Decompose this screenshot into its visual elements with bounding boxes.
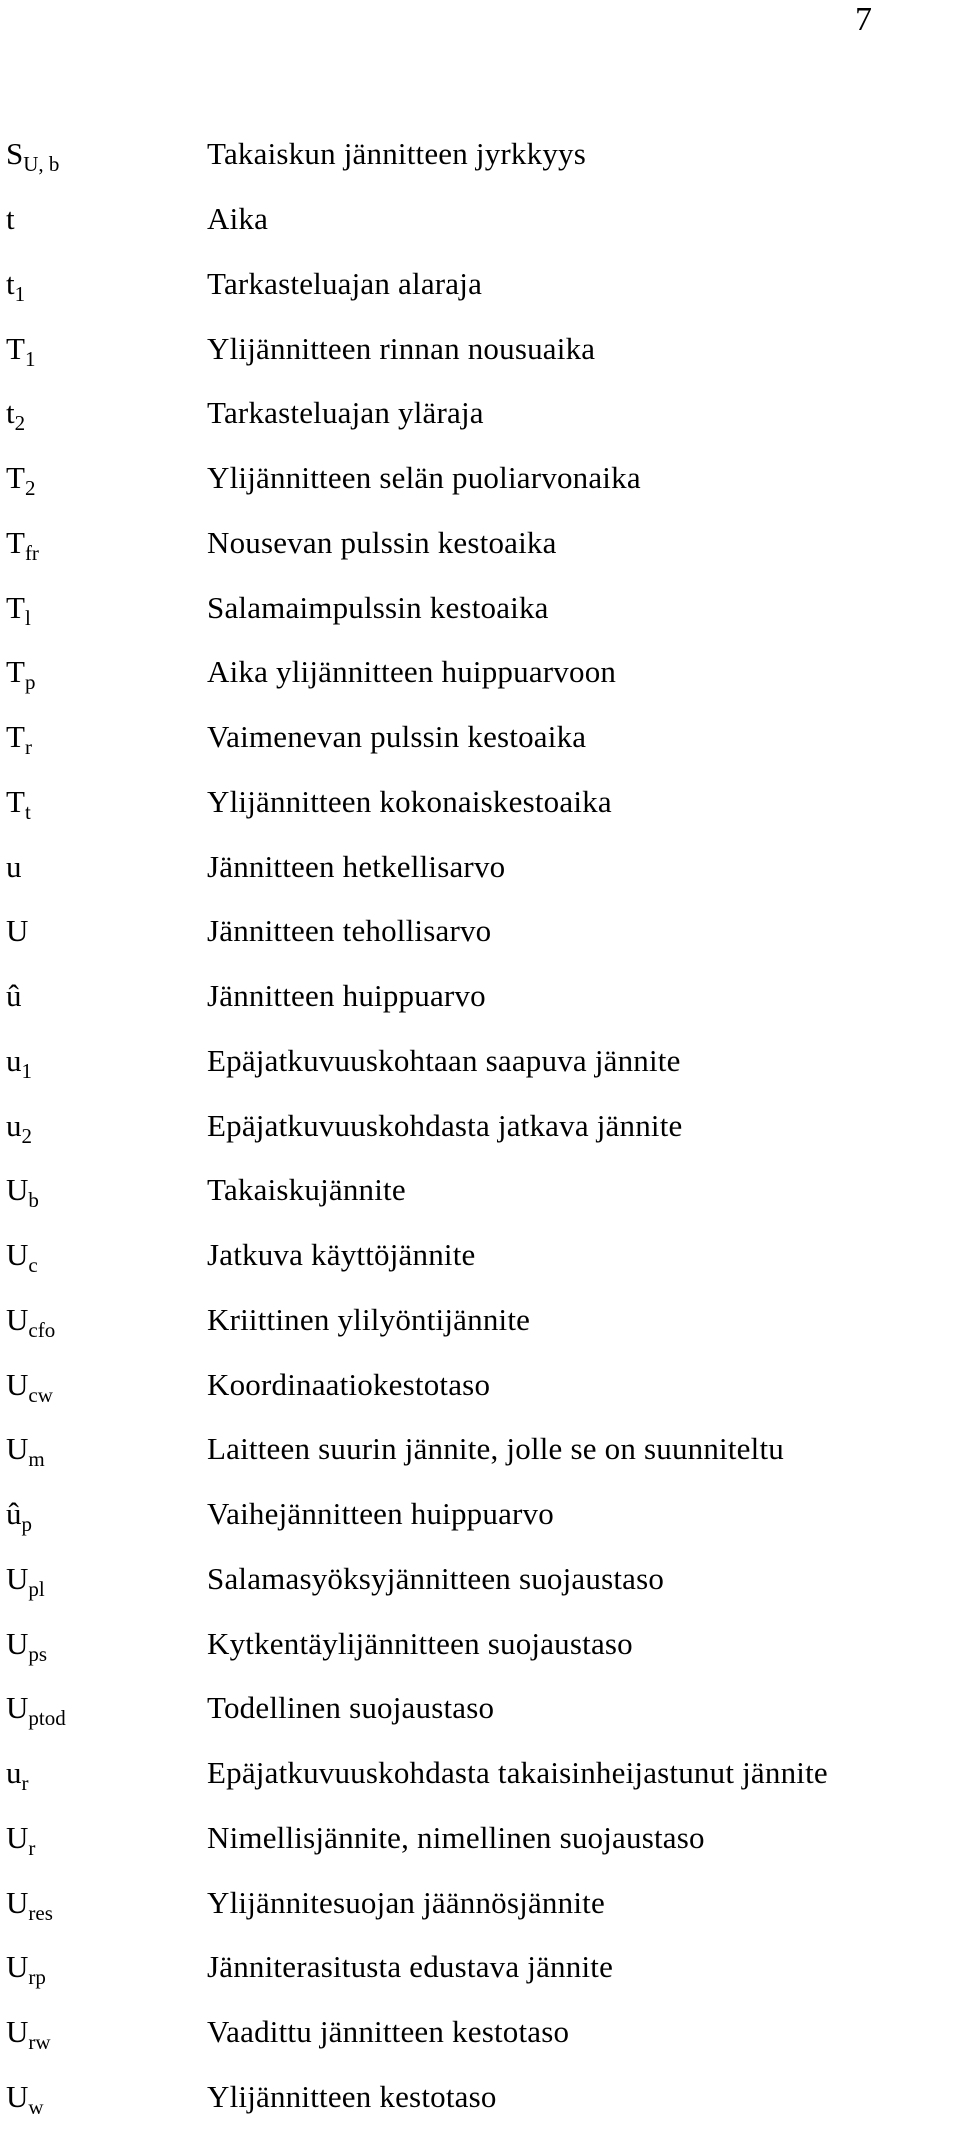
symbol-description: Aika ylijännitteen huippuarvoon — [207, 654, 617, 690]
symbol-description: Aika — [207, 201, 269, 237]
symbol — [6, 1884, 207, 1925]
symbol-row — [6, 446, 946, 511]
symbol-row — [6, 1482, 946, 1547]
symbol-row — [6, 187, 946, 252]
symbol-base: T — [6, 524, 25, 560]
symbol-subscript: res — [28, 1900, 53, 1925]
symbol-base: U — [6, 1237, 29, 1273]
symbol-base: T — [6, 330, 25, 366]
symbol-row — [6, 2065, 946, 2130]
symbol-subscript: 2 — [21, 1123, 32, 1148]
symbol-base: U — [6, 2078, 29, 2114]
symbol-base: U — [6, 2014, 29, 2050]
symbol-subscript: cw — [28, 1382, 53, 1407]
symbol — [6, 1496, 207, 1537]
symbol-base: T — [6, 589, 25, 625]
symbol-subscript: 1 — [24, 346, 36, 371]
symbol-row — [6, 1417, 946, 1482]
symbol-base: U — [6, 1690, 29, 1726]
symbol-subscript: 1 — [14, 281, 26, 306]
symbol — [6, 1107, 207, 1148]
symbol-description: Jännitteen huippuarvo — [207, 978, 486, 1014]
symbol-subscript: 2 — [14, 411, 26, 436]
symbol-subscript: rw — [28, 2030, 51, 2055]
symbol-base: U — [6, 1819, 29, 1855]
symbol — [6, 1949, 207, 1990]
symbol-row — [6, 1093, 946, 1158]
symbol — [6, 1431, 207, 1472]
symbol-base: T — [6, 719, 25, 755]
symbol-base: U — [6, 913, 29, 949]
symbol-row — [6, 1029, 946, 1094]
symbol-row — [6, 1223, 946, 1288]
symbol-subscript: r — [24, 735, 32, 760]
symbol-subscript: m — [28, 1447, 45, 1472]
symbol-subscript: b — [28, 1188, 39, 1213]
symbol-row — [6, 1870, 946, 1935]
symbol-description: Takaiskujännite — [207, 1172, 406, 1208]
symbol-row — [6, 1806, 946, 1871]
symbol — [6, 1042, 207, 1083]
symbol-row — [6, 1158, 946, 1223]
symbol-row — [6, 1741, 946, 1806]
symbol-row — [6, 1352, 946, 1417]
symbol — [6, 136, 207, 177]
symbol-description: Koordinaatiokestotaso — [207, 1366, 491, 1402]
symbol — [6, 654, 207, 695]
symbol — [6, 1625, 207, 1666]
symbol — [6, 265, 207, 306]
page-number: 7 — [855, 1, 872, 38]
symbol-base: T — [6, 460, 25, 496]
symbol-description: Tarkasteluajan yläraja — [207, 395, 484, 431]
symbol — [6, 783, 207, 824]
symbol-description: Kriittinen ylilyöntijännite — [207, 1301, 531, 1337]
symbol — [6, 1690, 207, 1731]
symbol — [6, 1237, 207, 1278]
symbol-base: u — [6, 1755, 22, 1791]
symbol-description: Tarkasteluajan alaraja — [207, 265, 483, 301]
symbol-description: Nimellisjännite, nimellinen suojaustaso — [207, 1819, 705, 1855]
symbol-subscript: p — [21, 1512, 32, 1537]
symbol-description: Todellinen suojaustaso — [207, 1690, 495, 1726]
symbol-base: U — [6, 1625, 29, 1661]
symbol-base: U — [6, 1560, 29, 1596]
symbol — [6, 978, 207, 1014]
symbol-subscript: cfo — [28, 1317, 56, 1342]
symbol-row — [6, 1676, 946, 1741]
symbol-row — [6, 316, 946, 381]
symbol-description: Epäjatkuvuuskohdasta jatkava jännite — [207, 1107, 683, 1143]
symbol-subscript: c — [28, 1253, 38, 1278]
symbol-row — [6, 122, 946, 187]
symbol-base: u — [6, 1042, 22, 1078]
symbol-row — [6, 511, 946, 576]
symbol-row — [6, 1288, 946, 1353]
symbol — [6, 589, 207, 630]
symbol-row — [6, 575, 946, 640]
symbol-row — [6, 640, 946, 705]
symbol-description: Takaiskun jännitteen jyrkkyys — [207, 136, 586, 172]
symbol-base: û — [6, 978, 22, 1014]
symbol-base: U — [6, 1431, 29, 1467]
symbol-subscript: r — [21, 1771, 29, 1796]
symbol-row — [6, 252, 946, 317]
symbol-description: Kytkentäylijännitteen suojaustaso — [207, 1625, 633, 1661]
symbol-description: Jänniterasitusta edustava jännite — [207, 1949, 614, 1985]
symbol-row — [6, 834, 946, 899]
symbol-subscript: rp — [28, 1965, 46, 1990]
symbol-subscript: r — [28, 1835, 36, 1860]
symbol — [6, 1755, 207, 1796]
symbol-description: Epäjatkuvuuskohdasta takaisinheijastunut jännite — [207, 1755, 828, 1791]
symbol-description: Vaihejännitteen huippuarvo — [207, 1496, 554, 1532]
symbol — [6, 1366, 207, 1407]
symbol-description: Vaadittu jännitteen kestotaso — [207, 2014, 570, 2050]
symbol-base: t — [6, 265, 15, 301]
symbol-base: T — [6, 654, 25, 690]
symbol-base: T — [6, 783, 25, 819]
symbol-subscript: w — [28, 2094, 44, 2119]
symbol-base: t — [6, 395, 15, 431]
symbol-subscript: fr — [24, 540, 39, 565]
symbol-base: U — [6, 1172, 29, 1208]
symbol-base: U — [6, 1884, 29, 1920]
symbol-row — [6, 1935, 946, 2000]
symbol-description: Jännitteen tehollisarvo — [207, 913, 492, 949]
symbol-row — [6, 964, 946, 1029]
symbol-subscript: 2 — [24, 476, 36, 501]
symbol-row — [6, 899, 946, 964]
symbol — [6, 330, 207, 371]
symbol-list — [6, 122, 946, 2129]
symbol-subscript: t — [24, 799, 31, 824]
symbol-base: t — [6, 201, 15, 237]
symbol-description: Salamasyöksyjännitteen suojaustaso — [207, 1560, 665, 1596]
symbol-subscript: U, b — [23, 152, 60, 177]
symbol-row — [6, 1547, 946, 1612]
symbol-subscript: ps — [28, 1641, 48, 1666]
symbol — [6, 849, 207, 885]
symbol-row — [6, 770, 946, 835]
symbol-description: Jatkuva käyttöjännite — [207, 1237, 476, 1273]
symbol-base: u — [6, 848, 22, 884]
symbol — [6, 1172, 207, 1213]
symbol-base: S — [6, 136, 24, 172]
symbol-subscript: l — [24, 605, 31, 630]
symbol — [6, 395, 207, 436]
symbol-description: Vaimenevan pulssin kestoaika — [207, 719, 587, 755]
symbol — [6, 719, 207, 760]
symbol-subscript: p — [24, 670, 36, 695]
symbol — [6, 1819, 207, 1860]
symbol — [6, 460, 207, 501]
symbol-base: U — [6, 1949, 29, 1985]
symbol — [6, 1560, 207, 1601]
symbol — [6, 201, 207, 237]
symbol-description: Ylijännitesuojan jäännösjännite — [207, 1884, 605, 1920]
symbol — [6, 2078, 207, 2119]
symbol-description: Nousevan pulssin kestoaika — [207, 524, 557, 560]
symbol-description: Ylijännitteen kokonaiskestoaika — [207, 783, 612, 819]
symbol-description: Ylijännitteen kestotaso — [207, 2078, 497, 2114]
symbol-description: Epäjatkuvuuskohtaan saapuva jännite — [207, 1042, 681, 1078]
symbol-description: Ylijännitteen rinnan nousuaika — [207, 330, 596, 366]
symbol-row — [6, 1611, 946, 1676]
symbol-description: Jännitteen hetkellisarvo — [207, 848, 506, 884]
symbol-description: Laitteen suurin jännite, jolle se on suunniteltu — [207, 1431, 784, 1467]
symbol-base: U — [6, 1301, 29, 1337]
symbol-base: U — [6, 1366, 29, 1402]
symbol — [6, 1301, 207, 1342]
symbol-row — [6, 705, 946, 770]
symbol — [6, 2014, 207, 2055]
symbol-subscript: ptod — [28, 1706, 66, 1731]
symbol — [6, 524, 207, 565]
symbol-description: Salamaimpulssin kestoaika — [207, 589, 549, 625]
symbol-subscript: pl — [28, 1576, 45, 1601]
symbol-base: û — [6, 1496, 22, 1532]
symbol — [6, 913, 207, 949]
symbol-subscript: 1 — [21, 1058, 32, 1083]
symbol-base: u — [6, 1107, 22, 1143]
symbol-description: Ylijännitteen selän puoliarvonaika — [207, 460, 641, 496]
symbol-row — [6, 2000, 946, 2065]
symbol-row — [6, 381, 946, 446]
